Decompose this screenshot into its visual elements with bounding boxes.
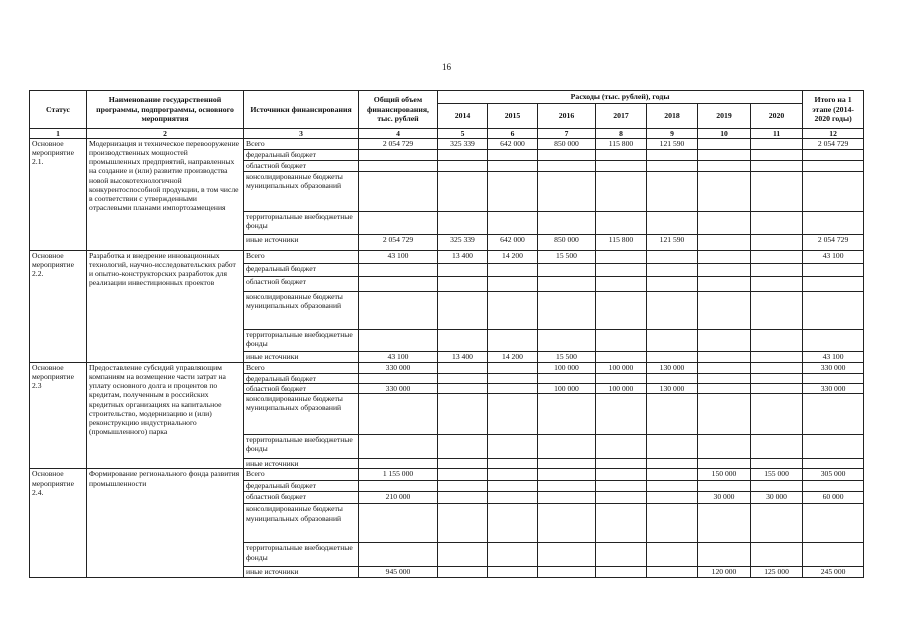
value-cell <box>751 481 803 492</box>
value-cell <box>538 543 596 567</box>
column-number: 8 <box>596 129 647 139</box>
value-cell <box>438 504 488 543</box>
value-cell <box>488 481 538 492</box>
table-row <box>30 139 864 150</box>
value-cell <box>488 469 538 481</box>
value-cell <box>698 363 751 374</box>
value-cell <box>538 459 596 469</box>
value-cell <box>803 150 864 161</box>
value-cell <box>488 161 538 172</box>
measure-name-cell: Разработка и внедрение инновационных технологий, научно-исследовательских работ и опытно-конструкторских разработок для реализации инвестиционных проектов <box>87 251 244 363</box>
value-cell <box>751 504 803 543</box>
source-cell: консолидированные бюджеты муниципальных образований <box>244 172 359 212</box>
value-cell <box>359 264 438 277</box>
value-cell <box>647 543 698 567</box>
value-cell <box>751 139 803 150</box>
value-cell <box>359 435 438 459</box>
source-cell: иные источники <box>244 352 359 363</box>
value-cell <box>438 277 488 292</box>
source-cell: иные источники <box>244 235 359 251</box>
value-cell: 130 000 <box>647 363 698 374</box>
source-cell: областной бюджет <box>244 492 359 504</box>
value-cell <box>596 330 647 352</box>
value-cell: 330 000 <box>803 384 864 394</box>
source-cell: Всего <box>244 139 359 150</box>
column-number: 7 <box>538 129 596 139</box>
value-cell <box>751 330 803 352</box>
value-cell: 305 000 <box>803 469 864 481</box>
value-cell <box>647 161 698 172</box>
value-cell <box>438 492 488 504</box>
page-number: 16 <box>442 62 451 72</box>
value-cell <box>596 161 647 172</box>
value-cell: 43 100 <box>359 352 438 363</box>
value-cell <box>538 150 596 161</box>
value-cell <box>803 264 864 277</box>
value-cell: 15 500 <box>538 251 596 264</box>
source-cell: консолидированные бюджеты муниципальных образований <box>244 394 359 435</box>
value-cell: 43 100 <box>803 251 864 264</box>
header-year: 2020 <box>751 104 803 129</box>
value-cell: 210 000 <box>359 492 438 504</box>
source-cell: консолидированные бюджеты муниципальных образований <box>244 504 359 543</box>
value-cell <box>359 150 438 161</box>
value-cell <box>538 330 596 352</box>
value-cell: 330 000 <box>359 363 438 374</box>
value-cell <box>751 435 803 459</box>
value-cell <box>647 394 698 435</box>
value-cell <box>438 292 488 330</box>
value-cell: 43 100 <box>803 352 864 363</box>
value-cell <box>596 469 647 481</box>
value-cell <box>751 172 803 212</box>
value-cell <box>488 435 538 459</box>
header-year: 2016 <box>538 104 596 129</box>
header-name: Наименование государственной программы, подпрограммы, основного мероприятия <box>87 91 244 129</box>
value-cell <box>596 435 647 459</box>
source-cell: областной бюджет <box>244 384 359 394</box>
value-cell <box>803 435 864 459</box>
source-cell: Всего <box>244 251 359 264</box>
value-cell <box>751 352 803 363</box>
value-cell <box>538 435 596 459</box>
header-total: Общий объем финансирования, тыс. рублей <box>359 91 438 129</box>
value-cell <box>803 481 864 492</box>
value-cell <box>698 235 751 251</box>
value-cell <box>596 150 647 161</box>
status-cell: Основное мероприятие 2.2. <box>30 251 87 363</box>
status-cell: Основное мероприятие 2.3 <box>30 363 87 469</box>
source-cell: иные источники <box>244 459 359 469</box>
value-cell <box>698 264 751 277</box>
source-cell: территориальные внебюджетные фонды <box>244 543 359 567</box>
header-stage-total: Итого на 1 этапе (2014-2020 годы) <box>803 91 864 129</box>
value-cell <box>647 352 698 363</box>
value-cell <box>438 384 488 394</box>
value-cell <box>596 567 647 578</box>
status-cell: Основное мероприятие 2.1. <box>30 139 87 251</box>
value-cell: 325 339 <box>438 139 488 150</box>
value-cell <box>488 330 538 352</box>
financing-table <box>29 90 864 578</box>
value-cell <box>698 212 751 235</box>
value-cell: 245 000 <box>803 567 864 578</box>
source-cell: федеральный бюджет <box>244 150 359 161</box>
value-cell <box>647 172 698 212</box>
value-cell <box>438 469 488 481</box>
value-cell: 2 054 729 <box>803 139 864 150</box>
status-cell: Основное мероприятие 2.4. <box>30 469 87 578</box>
value-cell <box>596 264 647 277</box>
value-cell <box>438 150 488 161</box>
value-cell <box>438 212 488 235</box>
measure-name-cell: Формирование регионального фонда развития промышленности <box>87 469 244 578</box>
value-cell <box>647 251 698 264</box>
value-cell: 13 400 <box>438 352 488 363</box>
value-cell <box>803 374 864 384</box>
value-cell <box>538 374 596 384</box>
column-number: 2 <box>87 129 244 139</box>
value-cell <box>647 567 698 578</box>
value-cell: 945 000 <box>359 567 438 578</box>
value-cell: 121 590 <box>647 139 698 150</box>
value-cell <box>488 292 538 330</box>
value-cell <box>647 277 698 292</box>
value-cell: 125 000 <box>751 567 803 578</box>
column-number: 11 <box>751 129 803 139</box>
value-cell: 642 000 <box>488 139 538 150</box>
value-cell <box>647 504 698 543</box>
source-cell: территориальные внебюджетные фонды <box>244 330 359 352</box>
value-cell <box>803 459 864 469</box>
value-cell <box>538 172 596 212</box>
source-cell: территориальные внебюджетные фонды <box>244 212 359 235</box>
value-cell <box>488 172 538 212</box>
value-cell <box>538 469 596 481</box>
value-cell <box>359 212 438 235</box>
value-cell <box>488 277 538 292</box>
value-cell: 60 000 <box>803 492 864 504</box>
value-cell: 100 000 <box>596 363 647 374</box>
value-cell <box>438 161 488 172</box>
source-cell: областной бюджет <box>244 277 359 292</box>
value-cell <box>698 139 751 150</box>
value-cell: 121 590 <box>647 235 698 251</box>
value-cell: 642 000 <box>488 235 538 251</box>
value-cell <box>803 212 864 235</box>
value-cell <box>596 292 647 330</box>
header-expenses: Расходы (тыс. рублей), годы <box>438 91 803 104</box>
value-cell: 2 054 729 <box>359 139 438 150</box>
value-cell <box>438 435 488 459</box>
column-number: 9 <box>647 129 698 139</box>
value-cell <box>488 492 538 504</box>
value-cell: 155 000 <box>751 469 803 481</box>
column-number: 4 <box>359 129 438 139</box>
value-cell <box>698 435 751 459</box>
source-cell: федеральный бюджет <box>244 264 359 277</box>
source-cell: консолидированные бюджеты муниципальных образований <box>244 292 359 330</box>
value-cell <box>751 161 803 172</box>
value-cell <box>538 277 596 292</box>
header-year: 2015 <box>488 104 538 129</box>
value-cell <box>488 264 538 277</box>
measure-name-cell: Предоставление субсидий управляющим компаниям на возмещение части затрат на уплату основного долга и процентов по кредитам, полученным в российских кредитных организациях на капитальное строительство, модернизацию и (или) реконструкцию индустриального (промышленного) парка <box>87 363 244 469</box>
value-cell <box>803 277 864 292</box>
value-cell <box>359 374 438 384</box>
value-cell <box>698 352 751 363</box>
value-cell <box>438 543 488 567</box>
value-cell: 14 200 <box>488 352 538 363</box>
value-cell: 115 800 <box>596 235 647 251</box>
value-cell <box>647 459 698 469</box>
value-cell <box>538 394 596 435</box>
value-cell <box>803 330 864 352</box>
value-cell <box>698 150 751 161</box>
value-cell <box>596 277 647 292</box>
value-cell <box>488 212 538 235</box>
value-cell <box>488 374 538 384</box>
value-cell <box>359 277 438 292</box>
value-cell <box>751 212 803 235</box>
value-cell: 120 000 <box>698 567 751 578</box>
value-cell <box>538 504 596 543</box>
value-cell <box>488 384 538 394</box>
value-cell <box>751 150 803 161</box>
value-cell <box>751 277 803 292</box>
value-cell: 850 000 <box>538 139 596 150</box>
value-cell <box>359 292 438 330</box>
value-cell <box>647 481 698 492</box>
value-cell <box>488 459 538 469</box>
value-cell <box>596 374 647 384</box>
value-cell <box>647 264 698 277</box>
value-cell <box>803 161 864 172</box>
value-cell <box>596 543 647 567</box>
table-row <box>30 363 864 374</box>
value-cell <box>803 292 864 330</box>
source-cell: областной бюджет <box>244 161 359 172</box>
header-year: 2019 <box>698 104 751 129</box>
value-cell <box>647 469 698 481</box>
value-cell <box>751 374 803 384</box>
value-cell <box>803 543 864 567</box>
value-cell <box>538 161 596 172</box>
value-cell <box>698 277 751 292</box>
value-cell <box>647 435 698 459</box>
value-cell: 150 000 <box>698 469 751 481</box>
value-cell <box>751 264 803 277</box>
value-cell <box>438 567 488 578</box>
value-cell <box>596 459 647 469</box>
value-cell <box>751 292 803 330</box>
value-cell <box>359 172 438 212</box>
value-cell <box>488 150 538 161</box>
value-cell: 2 054 729 <box>359 235 438 251</box>
header-year: 2018 <box>647 104 698 129</box>
header-year: 2014 <box>438 104 488 129</box>
value-cell <box>488 567 538 578</box>
header-sources: Источники финансирования <box>244 91 359 129</box>
value-cell: 1 155 000 <box>359 469 438 481</box>
column-number: 6 <box>488 129 538 139</box>
value-cell: 325 339 <box>438 235 488 251</box>
value-cell <box>488 504 538 543</box>
header-status: Статус <box>30 91 87 129</box>
value-cell: 115 800 <box>596 139 647 150</box>
value-cell <box>359 161 438 172</box>
value-cell: 13 400 <box>438 251 488 264</box>
value-cell: 330 000 <box>359 384 438 394</box>
value-cell <box>751 543 803 567</box>
measure-name-cell: Модернизация и техническое перевооружение производственных мощностей промышленных предприятий, направленных на создание и (или) развитие производства новой высокотехнологичной конкурентоспособной продукции, в том числе в соответствии с утвержденными отраслевыми планами импортозамещения <box>87 139 244 251</box>
value-cell <box>698 384 751 394</box>
value-cell: 30 000 <box>751 492 803 504</box>
source-cell: федеральный бюджет <box>244 374 359 384</box>
value-cell: 100 000 <box>596 384 647 394</box>
value-cell <box>538 481 596 492</box>
source-cell: федеральный бюджет <box>244 481 359 492</box>
value-cell <box>359 394 438 435</box>
value-cell <box>698 330 751 352</box>
value-cell <box>698 161 751 172</box>
value-cell: 14 200 <box>488 251 538 264</box>
value-cell <box>647 150 698 161</box>
value-cell <box>647 212 698 235</box>
value-cell: 330 000 <box>803 363 864 374</box>
value-cell <box>647 374 698 384</box>
value-cell: 30 000 <box>698 492 751 504</box>
value-cell <box>698 459 751 469</box>
source-cell: территориальные внебюджетные фонды <box>244 435 359 459</box>
source-cell: Всего <box>244 469 359 481</box>
value-cell: 100 000 <box>538 384 596 394</box>
value-cell <box>538 264 596 277</box>
value-cell <box>359 543 438 567</box>
column-number: 3 <box>244 129 359 139</box>
source-cell: Всего <box>244 363 359 374</box>
value-cell <box>596 481 647 492</box>
value-cell <box>647 492 698 504</box>
value-cell <box>359 459 438 469</box>
value-cell <box>698 172 751 212</box>
value-cell <box>538 567 596 578</box>
value-cell: 130 000 <box>647 384 698 394</box>
value-cell <box>438 330 488 352</box>
column-number-row <box>30 129 864 139</box>
value-cell: 2 054 729 <box>803 235 864 251</box>
value-cell: 850 000 <box>538 235 596 251</box>
value-cell <box>698 481 751 492</box>
value-cell <box>438 481 488 492</box>
value-cell <box>596 394 647 435</box>
value-cell <box>438 459 488 469</box>
value-cell <box>596 352 647 363</box>
value-cell <box>538 212 596 235</box>
value-cell <box>538 492 596 504</box>
value-cell: 15 500 <box>538 352 596 363</box>
value-cell <box>751 384 803 394</box>
value-cell <box>596 251 647 264</box>
value-cell <box>647 292 698 330</box>
value-cell <box>359 504 438 543</box>
value-cell <box>538 292 596 330</box>
value-cell <box>803 394 864 435</box>
header-year: 2017 <box>596 104 647 129</box>
value-cell <box>359 330 438 352</box>
column-number: 10 <box>698 129 751 139</box>
value-cell <box>438 374 488 384</box>
source-cell: иные источники <box>244 567 359 578</box>
column-number: 1 <box>30 129 87 139</box>
table-row <box>30 469 864 481</box>
value-cell <box>488 363 538 374</box>
value-cell <box>698 394 751 435</box>
value-cell <box>698 251 751 264</box>
value-cell <box>751 459 803 469</box>
value-cell <box>438 363 488 374</box>
value-cell <box>596 492 647 504</box>
value-cell <box>596 504 647 543</box>
value-cell <box>751 235 803 251</box>
value-cell: 100 000 <box>538 363 596 374</box>
column-number: 12 <box>803 129 864 139</box>
value-cell <box>438 394 488 435</box>
value-cell <box>438 172 488 212</box>
value-cell <box>803 504 864 543</box>
value-cell <box>751 394 803 435</box>
column-number: 5 <box>438 129 488 139</box>
value-cell <box>488 543 538 567</box>
value-cell: 43 100 <box>359 251 438 264</box>
value-cell <box>803 172 864 212</box>
table-row <box>30 251 864 264</box>
value-cell <box>698 504 751 543</box>
value-cell <box>647 330 698 352</box>
value-cell <box>596 172 647 212</box>
value-cell <box>488 394 538 435</box>
value-cell <box>698 292 751 330</box>
value-cell <box>698 374 751 384</box>
value-cell <box>698 543 751 567</box>
value-cell <box>438 264 488 277</box>
value-cell <box>359 481 438 492</box>
value-cell <box>751 251 803 264</box>
value-cell <box>751 363 803 374</box>
value-cell <box>596 212 647 235</box>
